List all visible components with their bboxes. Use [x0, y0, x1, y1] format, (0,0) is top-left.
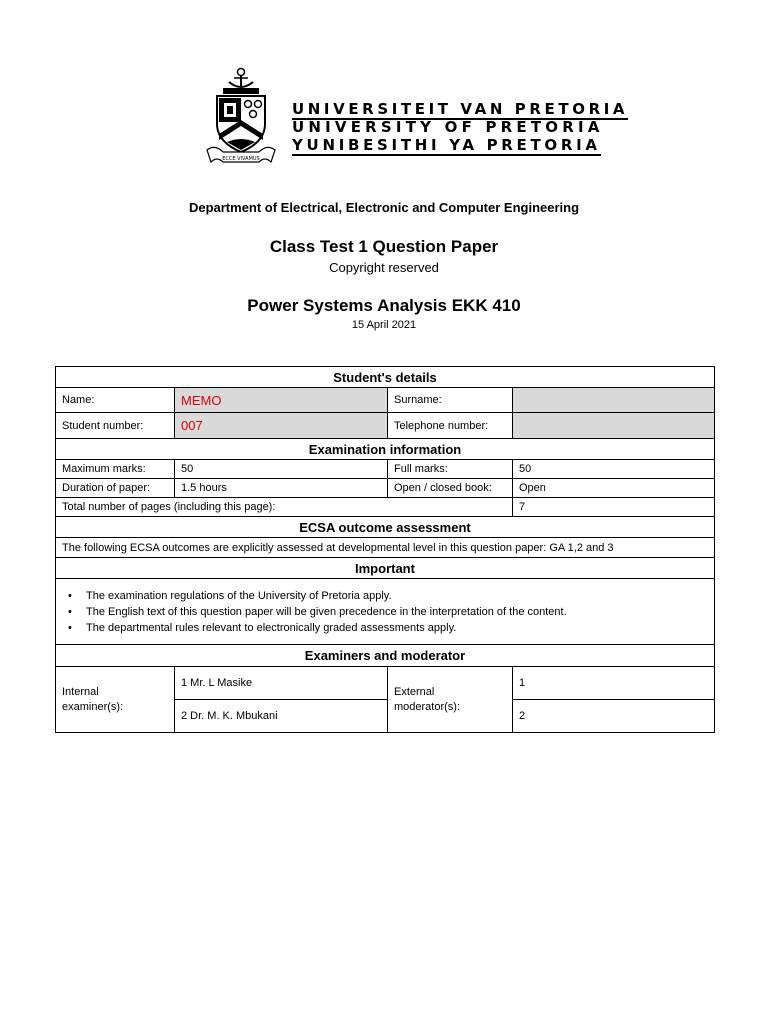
university-crest-icon: [205, 66, 277, 168]
ecsa-outcome-header: ECSA outcome assessment: [56, 517, 715, 538]
university-name-english: UNIVERSITY OF PRETORIA: [292, 118, 604, 136]
book-label: Open / closed book:: [388, 479, 513, 498]
important-header: Important: [56, 558, 715, 579]
students-details-header: Student's details: [56, 367, 715, 388]
internal-examiner-label: Internal examiner(s):: [62, 685, 124, 713]
important-item: • The English text of this question paper will be given precedence in the interpretation of the content.: [86, 604, 708, 620]
important-list-cell: [56, 579, 715, 645]
important-item: • The departmental rules relevant to electronically graded assessments apply.: [86, 620, 708, 636]
university-logo: [205, 66, 629, 168]
surname-field[interactable]: [513, 388, 715, 413]
surname-label: Surname:: [388, 388, 513, 413]
full-marks-label: Full marks:: [388, 460, 513, 479]
duration-value: 1.5 hours: [175, 479, 388, 498]
name-label: Name:: [56, 388, 175, 413]
university-name: [292, 100, 628, 154]
external-moderator-2: 2: [513, 700, 715, 733]
maximum-marks-label: Maximum marks:: [56, 460, 175, 479]
cover-details-table: [55, 366, 715, 733]
duration-label: Duration of paper:: [56, 479, 175, 498]
student-number-field[interactable]: [175, 413, 388, 439]
important-list: [62, 588, 708, 636]
book-value: Open: [513, 479, 715, 498]
telephone-label: Telephone number:: [388, 413, 513, 439]
internal-examiner-label-cell: [56, 667, 175, 733]
name-field[interactable]: [175, 388, 388, 413]
important-item: • The examination regulations of the University of Pretoria apply.: [86, 588, 708, 604]
student-number-label: Student number:: [56, 413, 175, 439]
external-moderator-label-cell: [388, 667, 513, 733]
university-name-afrikaans: UNIVERSITEIT VAN PRETORIA: [292, 100, 629, 118]
department-name: Department of Electrical, Electronic and Computer Engineering: [188, 200, 580, 215]
full-marks-value: 50: [513, 460, 715, 479]
paper-title: Class Test 1 Question Paper: [269, 237, 499, 256]
internal-examiner-2: 2 Dr. M. K. Mbukani: [175, 700, 388, 733]
student-number-value: 007: [181, 418, 203, 433]
examiners-header: Examiners and moderator: [56, 645, 715, 667]
external-moderator-1: 1: [513, 667, 715, 700]
ecsa-outcome-text: The following ECSA outcomes are explicitly assessed at developmental level in this question paper: GA 1,2 and 3: [56, 538, 715, 558]
total-pages-label: Total number of pages (including this page):: [56, 498, 513, 517]
external-moderator-label: External moderator(s):: [394, 685, 461, 713]
examination-information-header: Examination information: [56, 439, 715, 460]
maximum-marks-value: 50: [175, 460, 388, 479]
internal-examiner-1: 1 Mr. L Masike: [175, 667, 388, 700]
svg-text:ECCE VIVAMUS: ECCE VIVAMUS: [222, 156, 260, 162]
exam-date: 15 April 2021: [351, 319, 417, 331]
telephone-field[interactable]: [513, 413, 715, 439]
university-name-sepedi: YUNIBESITHI YA PRETORIA: [292, 136, 601, 154]
copyright-notice: Copyright reserved: [329, 260, 439, 275]
course-title: Power Systems Analysis EKK 410: [247, 296, 521, 315]
total-pages-value: 7: [513, 498, 715, 517]
name-value: MEMO: [181, 392, 222, 408]
